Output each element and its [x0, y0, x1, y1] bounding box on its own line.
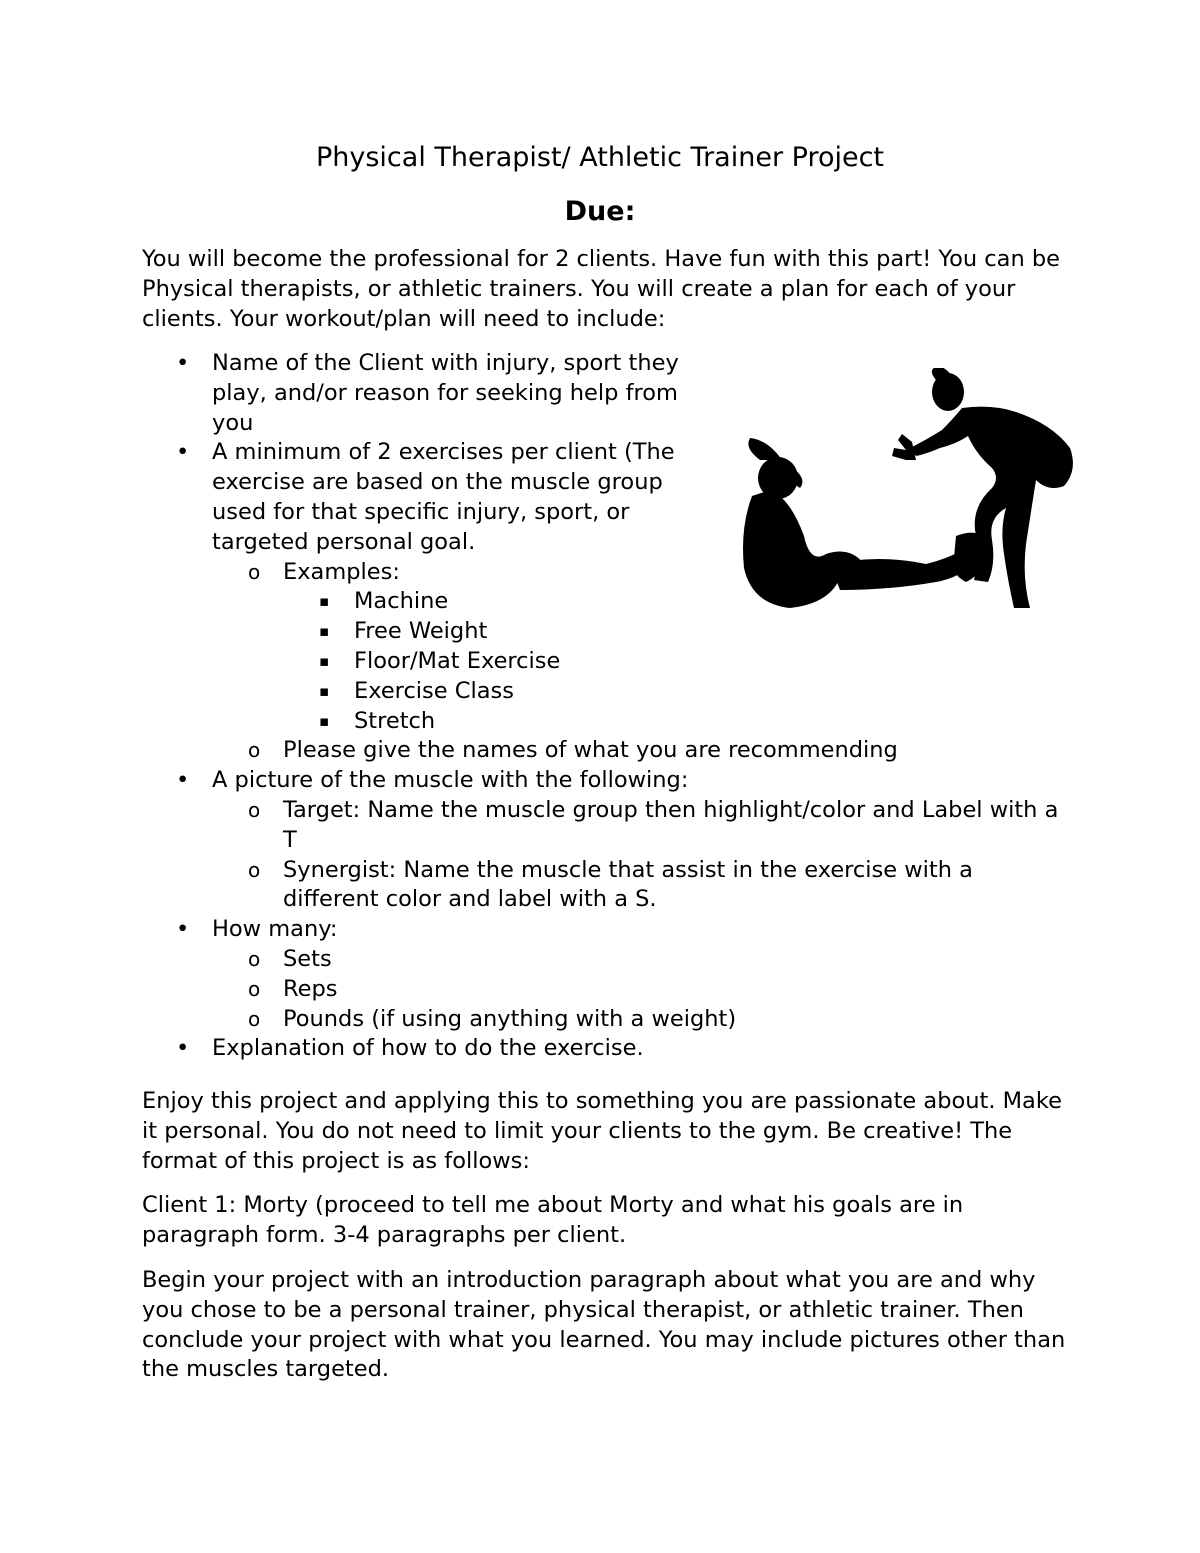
sub-list-item-text: Please give the names of what you are recommending — [283, 737, 898, 764]
circle-glyph: o — [248, 1006, 261, 1031]
sub-list-item — [142, 736, 1072, 766]
list-item-text: Name of the Client with injury, sport they play, and/or reason for seeking help from you — [212, 350, 679, 436]
circle-glyph: o — [248, 976, 261, 1001]
sub-list-item-text: Pounds (if using anything with a weight) — [283, 1005, 737, 1032]
square-glyph: ▪ — [319, 592, 330, 611]
square-glyph: ▪ — [319, 622, 330, 641]
sub-sub-list-item — [142, 647, 1072, 677]
list-item — [142, 915, 1072, 1034]
client-paragraph: Client 1: Morty (proceed to tell me about Morty and what his goals are in paragraph form. 3-4 paragraphs per client. — [142, 1192, 964, 1248]
list-item — [142, 766, 1072, 915]
example-text: Floor/Mat Exercise — [354, 647, 561, 674]
sub-sub-list-item — [142, 677, 1072, 707]
intro-paragraph: You will become the professional for 2 clients. Have fun with this part! You can be Physical therapists, or athletic trainers. You will create a plan for each of your clients. Your workout/plan will need to include: — [142, 246, 1061, 332]
list-item-text: Explanation of how to do the exercise. — [212, 1035, 644, 1062]
example-text: Machine — [354, 588, 449, 615]
bullet-glyph: • — [176, 767, 190, 794]
example-text: Exercise Class — [354, 677, 514, 704]
square-glyph: ▪ — [319, 711, 330, 730]
bullet-glyph: • — [176, 1035, 190, 1062]
sub-list-item-text: Examples: — [283, 558, 400, 585]
bullet-glyph: • — [176, 916, 190, 943]
square-glyph: ▪ — [319, 651, 330, 670]
page-title: Physical Therapist/ Athletic Trainer Project — [315, 142, 885, 173]
list-item — [142, 1034, 1072, 1064]
trainer-client-situp-silhouette-icon — [730, 368, 1080, 610]
bullet-glyph: • — [176, 350, 190, 376]
sub-list-item — [142, 1005, 1072, 1035]
sub-list-item-text: Sets — [283, 945, 332, 972]
sub-sub-list-item — [142, 617, 1072, 647]
sub-list-item-text: Target: Name the muscle group then highlight/color and Label with a T — [283, 796, 1059, 853]
circle-glyph: o — [248, 857, 261, 882]
circle-glyph: o — [248, 946, 261, 971]
sub-list-item — [142, 796, 1072, 856]
square-glyph: ▪ — [319, 681, 330, 700]
list-item-text: A picture of the muscle with the following: — [212, 767, 689, 794]
sub-list-item — [142, 856, 1072, 916]
circle-glyph: o — [248, 738, 261, 763]
example-text: Free Weight — [354, 618, 488, 645]
list-item-text: How many: — [212, 916, 338, 943]
circle-glyph: o — [248, 559, 261, 584]
sub-list-item — [142, 945, 1072, 975]
sub-list-item-text: Synergist: Name the muscle that assist in the exercise with a different color and label with a S. — [283, 856, 973, 913]
sub-list-item-text: Reps — [283, 975, 338, 1002]
circle-glyph: o — [248, 797, 261, 822]
example-text: Stretch — [354, 707, 436, 734]
sub-sub-list-item — [142, 707, 1072, 737]
instructions-paragraph: Begin your project with an introduction paragraph about what you are and why you chose to be a personal trainer, physical therapist, or athletic trainer. Then conclude your project with what you learned. You may include pictures other than the muscles targeted. — [142, 1267, 1066, 1383]
bullet-glyph: • — [176, 439, 190, 466]
closing-paragraph: Enjoy this project and applying this to something you are passionate about. Make it personal. You do not need to limit your clients to the gym. Be creative! The format of this project is as follows: — [142, 1088, 1062, 1174]
due-label: Due: — [564, 196, 636, 227]
sub-list-item — [142, 975, 1072, 1005]
list-item-text: A minimum of 2 exercises per client (The exercise are based on the muscle group used for that specific injury, sport, or targeted personal goal. — [212, 439, 675, 555]
